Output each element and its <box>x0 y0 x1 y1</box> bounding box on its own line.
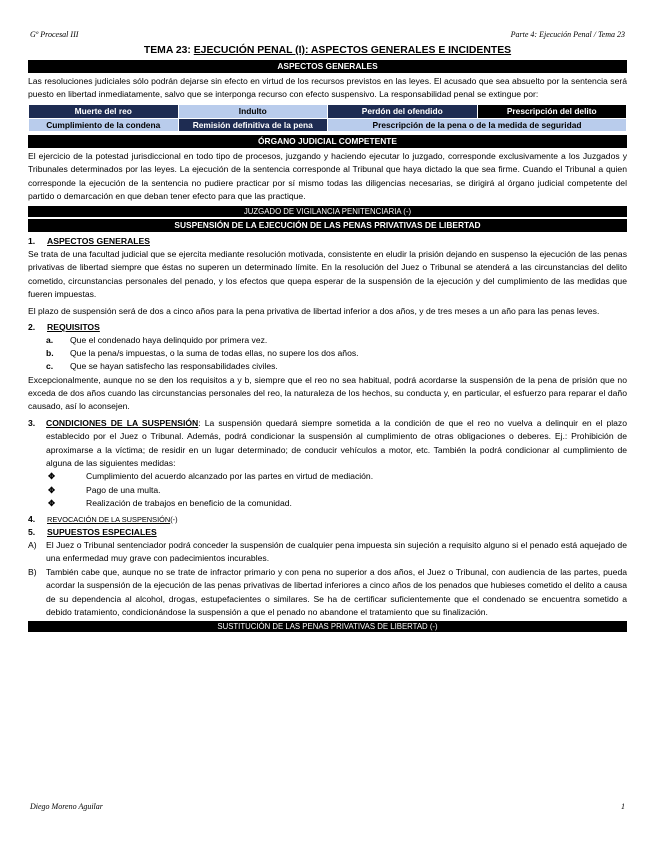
title-main: EJECUCIÓN PENAL (I): ASPECTOS GENERALES E INCIDENTES <box>193 45 512 56</box>
list-marker: B) <box>28 566 37 577</box>
subsection-heading <box>28 235 627 248</box>
heading-number: 4. <box>28 514 36 525</box>
bullet-item <box>28 470 627 483</box>
list-marker: b. <box>46 348 54 359</box>
extincion-table <box>28 104 627 132</box>
extincion-cell: Cumplimiento de la condena <box>29 118 179 132</box>
extincion-cell: Prescripción de la pena o de la medida de seguridad <box>328 118 627 132</box>
heading-text: REVOCACIÓN DE LA SUSPENSIÓN <box>47 515 171 525</box>
bullet-text: Pago de una multa. <box>86 484 161 495</box>
heading-suffix: (-) <box>170 515 178 525</box>
section-bar-organo: ÓRGANO JUDICIAL COMPETENTE <box>28 135 627 148</box>
heading-number: 1. <box>28 235 36 246</box>
subsection-heading <box>28 321 627 334</box>
section-bar-suspension: SUSPENSIÓN DE LA EJECUCIÓN DE LAS PENAS PRIVATIVAS DE LIBERTAD <box>28 219 627 232</box>
list-marker: a. <box>46 334 54 345</box>
s1-paragraph: El plazo de suspensión será de dos a cinco años para la pena privativa de libertad inferior a dos años, y de tres meses a un año para las penas leves. <box>28 305 600 316</box>
page-number: 1 <box>621 802 625 811</box>
heading-text: REQUISITOS <box>47 321 100 332</box>
s2-paragraph: Excepcionalmente, aunque no se den los requisitos a y b, siempre que el reo no sea habitual, podrá acordarse la suspensión de la pena de prisión que no exceda de dos años cuando las circunstancias personales del reo, la naturaleza de los hechos, su conducta y, en particular, el esfuerzo para reparar el daño causado, así lo aconsejen. <box>28 374 627 412</box>
extincion-cell: Indulto <box>178 105 328 119</box>
list-text: Que se hayan satisfecho las responsabilidades civiles. <box>70 361 278 372</box>
list-marker: c. <box>46 361 54 372</box>
extincion-cell: Perdón del ofendido <box>328 105 478 119</box>
title-prefix: TEMA 23: <box>143 45 194 56</box>
flower-bullet-icon: ✥ <box>48 471 56 482</box>
extincion-cell: Remisión definitiva de la pena <box>178 118 328 132</box>
heading-text: ASPECTOS GENERALES <box>47 235 150 246</box>
aspectos-paragraph: Las resoluciones judiciales sólo podrán dejarse sin efecto en virtud de los recursos previstos en las leyes. El acusado que sea absuelto por la sentencia será puesto en libertad inmediatamente, salvo que se interponga recurso con efecto suspensivo. La responsabilidad penal se extingue por: <box>28 75 627 99</box>
bullet-text: Realización de trabajos en beneficio de la comunidad. <box>86 497 292 508</box>
list-item <box>28 539 627 566</box>
footer-author: Diego Moreno Aguilar <box>30 802 103 811</box>
header-section: Parte 4: Ejecución Penal / Tema 23 <box>510 30 625 39</box>
section-bar-sustitucion: SUSTITUCIÓN DE LAS PENAS PRIVATIVAS DE LIBERTAD (-) <box>28 621 627 632</box>
list-text: El Juez o Tribunal sentenciador podrá conceder la suspensión de cualquier pena impuesta sin sujeción a requisito alguno si el penado está aquejado de una enfermedad muy grave con padecimientos incurables. <box>46 540 627 564</box>
s1-paragraph: Se trata de una facultad judicial que se ejercita mediante resolución motivada, consistente en eludir la prisión dejando en suspenso la ejecución de las penas privativas de libertad siempre que éstas no superen un determinado límite. En la resolución del Juez o Tribunal se atenderá a las circunstancias del delito cometido, circunstancias personales del penado, y los efectos que quepa esperar de la suspensión de la ejecución y del cumplimiento de las medidas que fueren impuestas. <box>28 248 627 300</box>
subsection-heading <box>28 526 627 539</box>
heading-number: 2. <box>28 321 36 332</box>
list-marker: A) <box>28 540 37 551</box>
section-bar-aspectos: ASPECTOS GENERALES <box>28 60 627 73</box>
heading-text: CONDICIONES DE LA SUSPENSIÓN <box>46 417 199 428</box>
s3-text: : La suspensión quedará siempre sometida a la condición de que el reo no vuelva a delinquir en el plazo establecido por el Juez o Tribunal. Además, podrá condicionar la suspensión al cumplimiento de otras obligaciones o deberes. Ej.: Prohibición de aproximarse a la víctima; de residir en un lugar determinado; de conducir vehículos a motor, etc. También la podrá condicionar al cumplimiento de alguna de las siguientes medidas: <box>46 417 627 469</box>
extincion-row <box>29 118 627 132</box>
extincion-cell: Prescripción del delito <box>477 105 627 119</box>
s3-paragraph <box>46 417 627 471</box>
extincion-row <box>29 105 627 119</box>
bullet-text: Cumplimiento del acuerdo alcanzado por las partes en virtud de mediación. <box>86 471 374 482</box>
flower-bullet-icon: ✥ <box>48 497 56 508</box>
list-item <box>28 347 627 360</box>
flower-bullet-icon: ✥ <box>48 484 56 495</box>
list-item <box>28 566 627 620</box>
page-title <box>28 44 627 58</box>
subsection-heading <box>28 513 627 526</box>
list-text: Que el condenado haya delinquido por primera vez. <box>70 334 268 345</box>
subsection-3 <box>28 417 627 471</box>
bullet-item <box>28 484 627 497</box>
list-text: Que la pena/s impuestas, o la suma de todas ellas, no supere los dos años. <box>70 348 359 359</box>
extincion-cell: Muerte del reo <box>29 105 179 119</box>
section-bar-juzgado: JUZGADO DE VIGILANCIA PENITENCIARIA (-) <box>28 206 627 217</box>
heading-text: SUPUESTOS ESPECIALES <box>47 527 157 538</box>
bullet-item <box>28 497 627 510</box>
list-item <box>28 334 627 347</box>
organo-paragraph: El ejercicio de la potestad jurisdiccional en todo tipo de procesos, juzgando y haciendo ejecutar lo juzgado, corresponde exclusivamente a los Juzgados y Tribunales determinados por las leyes. La ejecución de la sentencia corresponde al Tribunal que haya dictado la que sea firme. Cuando el Tribunal a quien corresponde la ejecución de la sentencia no pudiere practicar por sí mismo todas las diligencias necesarias, se dirigirá al órgano judicial competente del partido o demarcación en que deban tener efecto para que las practique. <box>28 150 627 202</box>
heading-number: 5. <box>28 527 36 538</box>
header-subject: Gº Procesal III <box>30 30 79 39</box>
list-item <box>28 360 627 373</box>
list-text: También cabe que, aunque no se trate de infractor primario y con pena no superior a dos años, el Juez o Tribunal, con audiencia de las partes, pueda acordar la suspensión de la ejecución de las penas privativas de libertad inferiores a cinco años de los penados que hubieses cometido el delito a causa de su dependencia al alcohol, drogas, estupefacientes o similares. Se ha de certificar suficientemente que el condenado se encuentra sometido a debido tratamiento, condicionándose la suspensión a que el penado no abandone el tratamiento que su finalización. <box>46 566 627 618</box>
page-content <box>28 42 627 634</box>
heading-number: 3. <box>28 417 36 428</box>
